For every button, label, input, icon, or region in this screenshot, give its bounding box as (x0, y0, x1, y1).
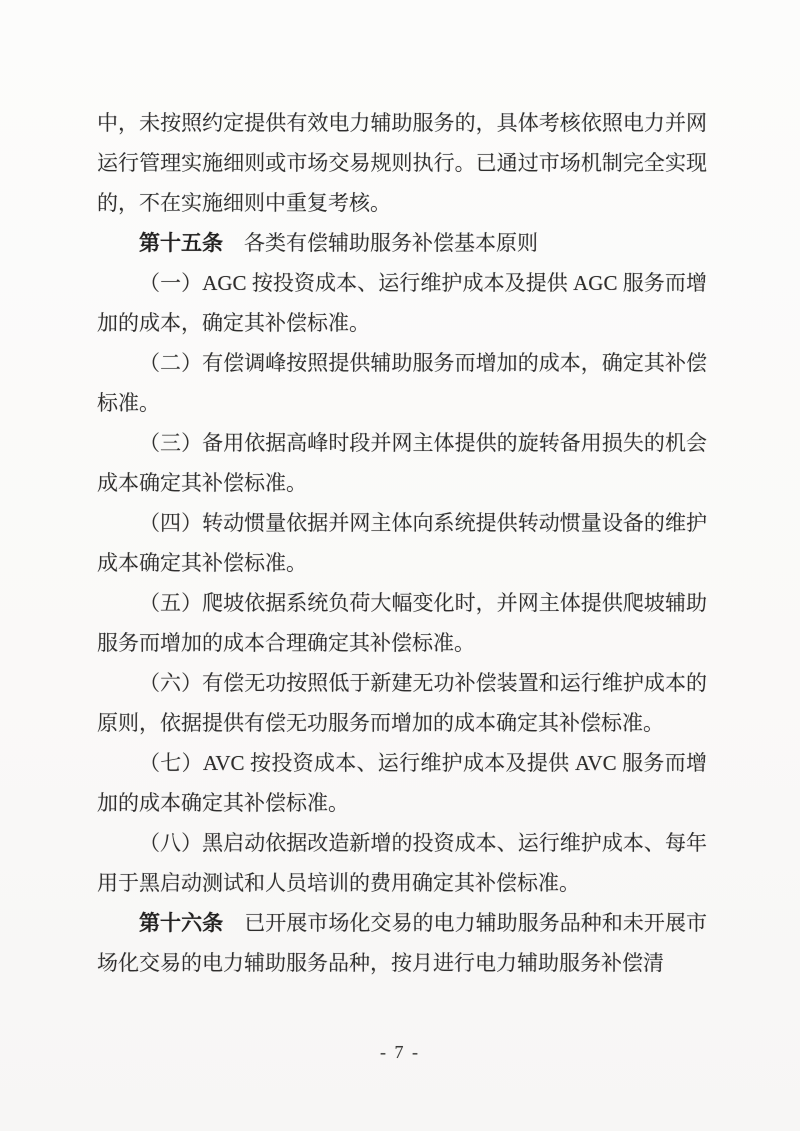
article-paragraph (97, 223, 707, 263)
body-paragraph: （四）转动惯量依据并网主体向系统提供转动惯量设备的维护成本确定其补偿标准。 (97, 511, 707, 575)
article-title: 各类有偿辅助服务补偿基本原则 (223, 231, 538, 255)
article-number: 第十五条 (139, 231, 223, 255)
body-paragraph: （六）有偿无功按照低于新建无功补偿装置和运行维护成本的原则，依据提供有偿无功服务而增加的成本确定其补偿标准。 (97, 671, 707, 735)
page-number: - 7 - (380, 1042, 420, 1062)
body-paragraph: （七）AVC 按投资成本、运行维护成本及提供 AVC 服务而增加的成本确定其补偿标准。 (97, 751, 707, 815)
body-paragraph: （一）AGC 按投资成本、运行维护成本及提供 AGC 服务而增加的成本，确定其补偿标准。 (97, 271, 707, 335)
body-paragraph: （二）有偿调峰按照提供辅助服务而增加的成本，确定其补偿标准。 (97, 351, 707, 415)
body-paragraph: （五）爬坡依据系统负荷大幅变化时，并网主体提供爬坡辅助服务而增加的成本合理确定其补偿标准。 (97, 591, 707, 655)
body-paragraph: （三）备用依据高峰时段并网主体提供的旋转备用损失的机会成本确定其补偿标准。 (97, 431, 707, 495)
article-paragraph (97, 903, 707, 983)
body-paragraph: （八）黑启动依据改造新增的投资成本、运行维护成本、每年用于黑启动测试和人员培训的费用确定其补偿标准。 (97, 831, 707, 895)
body-paragraph: 中，未按照约定提供有效电力辅助服务的，具体考核依照电力并网运行管理实施细则或市场交易规则执行。已通过市场机制完全实现的，不在实施细则中重复考核。 (97, 111, 707, 215)
article-title: 已开展市场化交易的电力辅助服务品种和未开展市场化交易的电力辅助服务品种，按月进行电力辅助服务补偿清 (97, 911, 708, 975)
article-number: 第十六条 (139, 911, 224, 935)
document-body (97, 103, 707, 983)
